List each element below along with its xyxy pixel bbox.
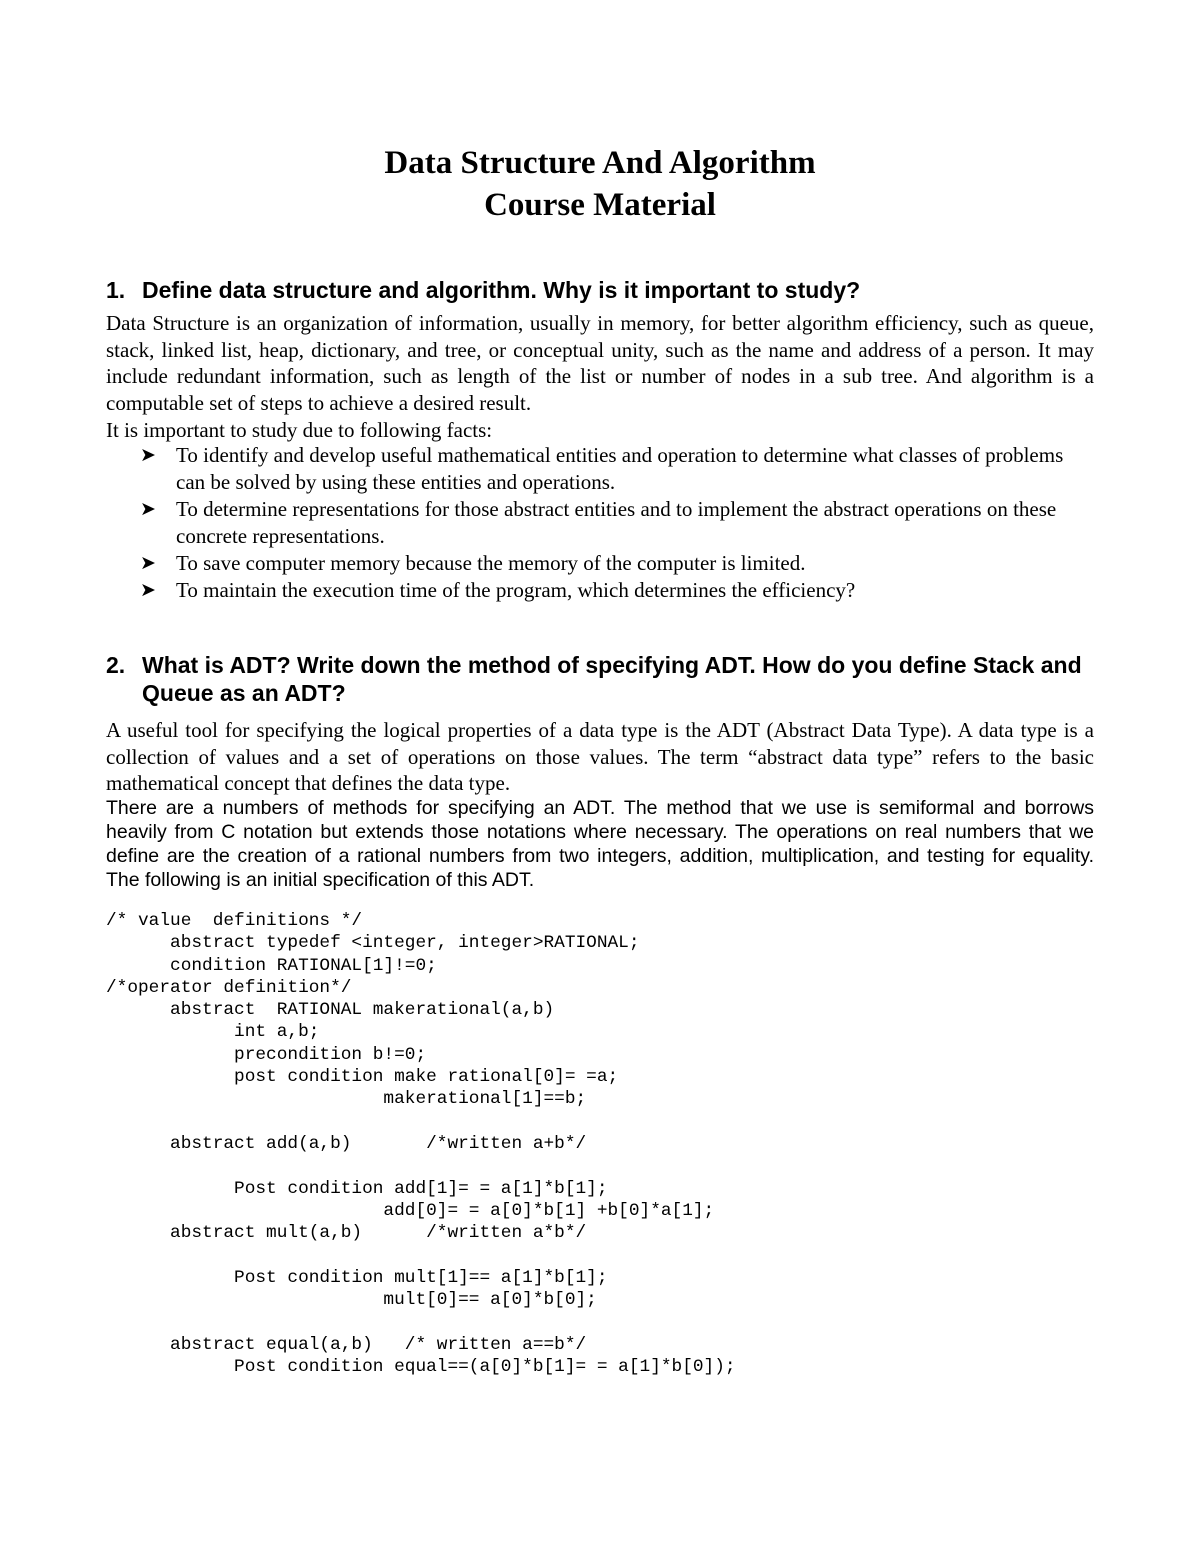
list-item [140, 442, 1096, 496]
section-2-paragraph-2: There are a numbers of methods for specifying an ADT. The method that we use is semiformal and borrows heavily from C notation but extends those notations where necessary. The operations on real numbers that we define are the creation of a rational numbers from two integers, addition, multiplication, and testing for equality. The following is an initial specification of this ADT. [106, 797, 1094, 891]
section-number: 1. [106, 277, 126, 303]
document-subtitle: Course Material [484, 187, 716, 223]
arrowhead-bullet-icon: ➤ [140, 498, 156, 520]
section-1-paragraph: Data Structure is an organization of information, usually in memory, for better algorithm efficiency, such as queue, stack, linked list, heap, dictionary, and tree, or conceptual unity, such as the name and address of a person. It may include redundant information, such as length of the list or number of nodes in a sub tree. And algorithm is a computable set of steps to achieve a desired result. [106, 311, 1094, 415]
list-item [140, 550, 1096, 577]
arrowhead-bullet-icon: ➤ [140, 552, 156, 574]
list-item-text: To determine representations for those abstract entities and to implement the abstract operations on these concrete representations. [176, 497, 1057, 548]
arrowhead-bullet-icon: ➤ [140, 444, 156, 466]
section-heading-text: Define data structure and algorithm. Why is it important to study? [142, 277, 861, 303]
list-item [140, 577, 1096, 604]
list-item [140, 496, 1096, 550]
adt-code-listing: /* value definitions */ abstract typedef <integer, integer>RATIONAL; condition RATIONAL[1]!=0; /*operator definition*/ abstract RATIONAL makerational(a,b) int a,b; precondition b!=0; post condition make rational[0]= =a; makerational[1]==b; abstract add(a,b) /*written a+b*/ Post condition add[1]= = a[1]*b[1]; add[0]= = a[0]*b[1] +b[0]*a[1]; abstract mult(a,b) /*written a*b*/ Post condition mult[1]== a[1]*b[1]; mult[0]== a[0]*b[0]; abstract equal(a,b) /* written a==b*/ Post condition equal==(a[0]*b[1]= = a[1]*b[0]); [106, 911, 736, 1377]
arrowhead-bullet-icon: ➤ [140, 579, 156, 601]
section-heading-text: What is ADT? Write down the method of specifying ADT. How do you define Stack and Queue as an ADT? [142, 652, 1082, 706]
list-item-text: To maintain the execution time of the program, which determines the efficiency? [176, 578, 856, 602]
list-item-text: To identify and develop useful mathematical entities and operation to determine what classes of problems can be solved by using these entities and operations. [176, 443, 1064, 494]
section-2-paragraph-1: A useful tool for specifying the logical properties of a data type is the ADT (Abstract Data Type). A data type is a collection of values and a set of operations on those values. The term “abstract data type” refers to the basic mathematical concept that defines the data type. [106, 718, 1094, 796]
list-item-text: To save computer memory because the memory of the computer is limited. [176, 551, 806, 575]
section-number: 2. [106, 652, 126, 678]
document-title: Data Structure And Algorithm [384, 145, 816, 181]
bullet-list [140, 442, 1096, 604]
section-1-lead: It is important to study due to following facts: [106, 418, 493, 442]
